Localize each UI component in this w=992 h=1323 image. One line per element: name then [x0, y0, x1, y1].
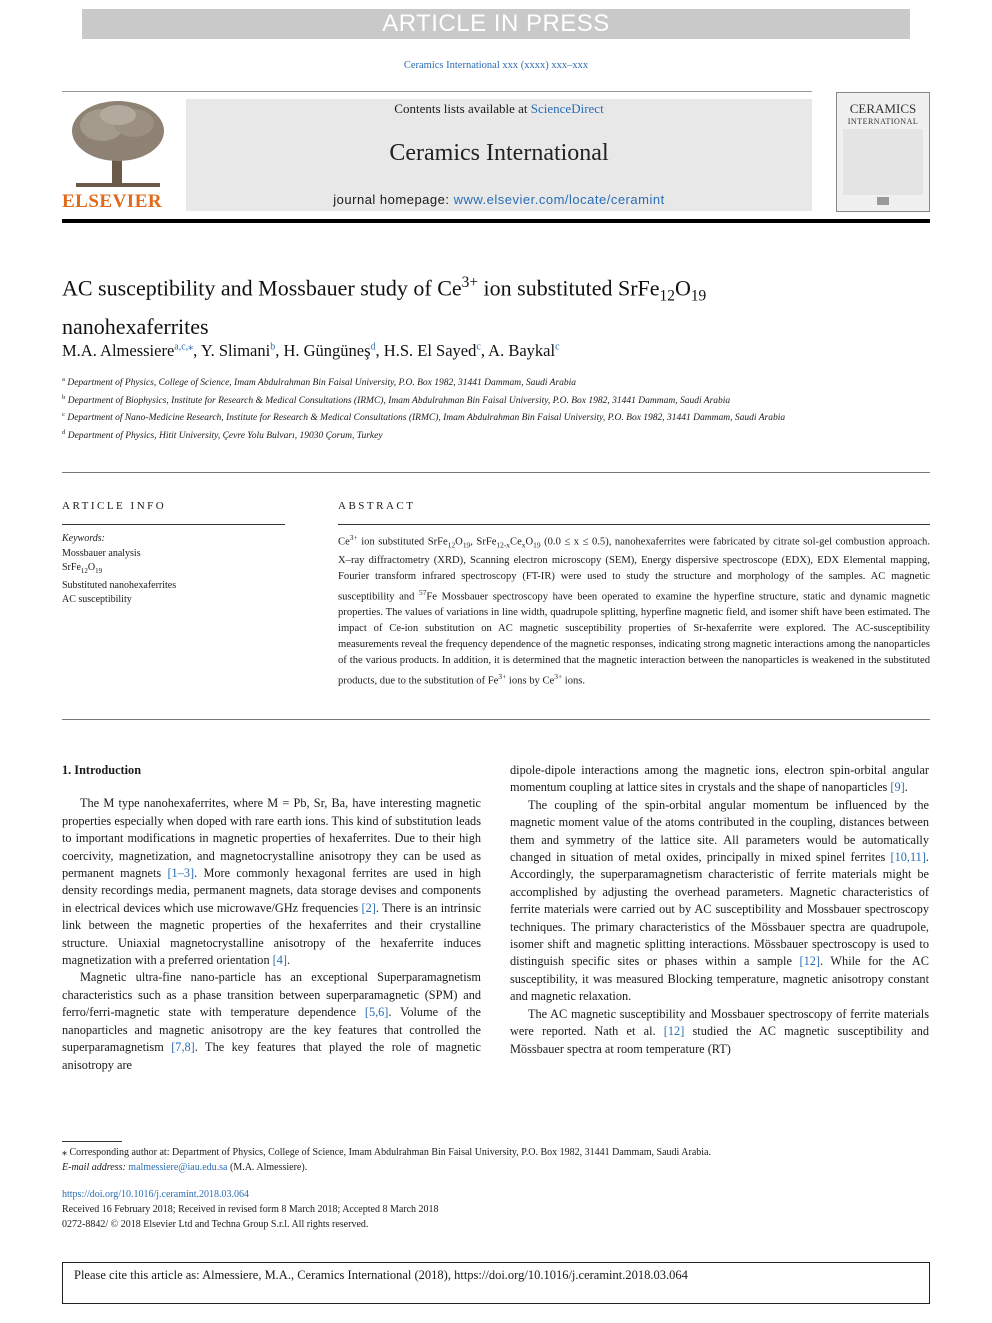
keyword: AC susceptibility	[62, 594, 132, 606]
homepage-line	[186, 192, 812, 207]
received-dates: Received 16 February 2018; Received in revised form 8 March 2018; Accepted 8 March 2018	[62, 1204, 439, 1216]
affiliation-item: $^d$ Department of Physics, Hitit University, Çevre Yolu Bulvarı, 19030 Çorum, Turkey	[62, 428, 383, 442]
keyword: $SrFe_{12}O_{19}$	[62, 562, 103, 576]
masthead-rule	[62, 91, 812, 92]
header-thick-rule	[62, 219, 930, 223]
body-column-left	[62, 762, 481, 1074]
title-text-4: nanohexaferrites	[62, 313, 209, 339]
homepage-link[interactable]: www.elsevier.com/locate/ceramint	[453, 192, 665, 207]
author[interactable]: Y. Slimani$^b$,	[200, 341, 284, 360]
title-text-2: ion substituted SrFe	[478, 275, 660, 301]
divider	[62, 524, 285, 525]
divider	[338, 524, 930, 525]
reference-link[interactable]: [10,11]	[890, 850, 926, 865]
author[interactable]: M.A. Almessiere$^{a,c,⁎}$,	[62, 341, 201, 360]
article-title	[62, 268, 922, 342]
paragraph: The M type nanohexaferrites, where M = Pb, Sr, Ba, have interesting magnetic properties especially when doped with rare earth ions. This kind of substitution leads to important modifications in magnetic properties of hexaferrites. Due to their high coercivity, magnetization, and magnetocrystalline anisotropy they can be used as permanent magnets [1–3]. More commonly hexagonal ferrites are used in high density recordings media, permanent magnets, data storage devises and components in electrical devices which use microwave/GHz frequencies [2]. There is an intrinsic link between the magnetic properties of the hexaferrites and their crystalline structure. Uniaxial magnetocrystalline anisotropy of the hexaferrite induces magnetization with a preferred orientation [4].	[62, 796, 481, 968]
reference-link[interactable]: [4]	[272, 953, 288, 968]
corresponding-author-footnote: ⁎ Corresponding author at: Department of Physics, College of Science, Imam Abdulrahman Bin Faisal University, P.O. Box 1982, 31441 Dammam, Saudi Arabia. E-mail address: malmessiere@iau.edu.sa (M.A. Almessiere).	[62, 1147, 711, 1173]
sciencedirect-link[interactable]: ScienceDirect	[530, 101, 604, 116]
keyword: Mossbauer analysis	[62, 547, 141, 559]
author-list	[62, 341, 922, 361]
reference-link[interactable]: [7,8]	[171, 1040, 195, 1055]
email-link[interactable]: malmessiere@iau.edu.sa	[128, 1162, 228, 1173]
reference-link[interactable]: [12]	[799, 954, 820, 969]
homepage-prefix: journal homepage:	[333, 192, 454, 207]
author[interactable]: H.S. El Sayed$^c$,	[383, 341, 489, 360]
affiliation-item: $^c$ Department of Nano-Medicine Research, Institute for Research & Medical Consultations (IRMC), Imam Abdulrahman Bin Faisal University, P.O. Box 1982, 31441 Dammam, Saudi Arabia	[62, 411, 786, 424]
paragraph: dipole-dipole interactions among the magnetic ions, electron spin-orbital angular momentum coupling at lattice sites in crystals and the shape of nanoparticles [9].	[510, 763, 929, 795]
doi-block	[62, 1187, 930, 1233]
affiliation-item: $^b$ Department of Biophysics, Institute for Research & Medical Consultations (IRMC), Imam Abdulrahman Bin Faisal University, P.O. Box 1982, 31441 Dammam, Saudi Arabia	[62, 393, 731, 406]
title-superscript: 3+	[461, 274, 479, 291]
paragraph: The coupling of the spin-orbital angular momentum be influenced by the magnetic moment value of the atoms contributed in the coupling, distances between them and symmetry of the lattice site. All parameters would be automatically changed in situation of metal oxides, principally in mixed spinel ferrites [10,11]. Accordingly, the superparamagnetism characteristic of ferrite materials might be accomplished by adjusting the overhead parameters. Magnetic characteristics of ferrite materials were carried out by AC susceptibility and Mossbauer spectroscopy techniques. The primary characteristics of the Mössbauer spectra are quadrupole, isomer shift and magnetic splitting interactions. Mössbauer spectroscopy is used to distinguish specific sites or phases within a sample [12]. While for the AC susceptibility, it was measured Blocking temperature, magnetic anisotropy constant and magnetic relaxation.	[510, 797, 929, 1004]
abstract-text: $Ce^{3+}$ ion substituted $SrFe_{12}O_{19}$, $SrFe_{12-x}Ce_xO_{19}$ (0.0 ≤ x ≤ 0.5), nanohexaferrites were fabricated by citrate sol-gel combustion approach. X–ray diffractometry (XRD), Scanning electron microscopy (SEM), Energy dispersive spectroscope (EDX), EDX Elemental mapping, Fourier transform infrared spectroscopy (FT-IR) were used to study the structure and morphology of the samples. AC magnetic susceptibility and $^{57}$Fe Mossbauer spectroscopy have been operated to examine the hyperfine structure, static and dynamic magnetic properties. The values of variations in line width, quadrupole splitting, hyperfine magnetic field, and isomer shift have been estimated. The impact of Ce-ion substitution on AC magnetic susceptibility properties of Sr-hexaferrite were explored. The AC-susceptibility measurements reveal the frequency dependence of the magnetic responses, indicating strong magnetic interactions among the nanoparticles of the various products. In addition, it is determined that the magnetic interaction between the nanoparticles is weakened in the substituted products, due to the substitution of $Fe^{3+}$ ions by $Ce^{3+}$ ions.	[338, 533, 931, 687]
reference-link[interactable]: [9]	[890, 780, 905, 795]
elsevier-wordmark: ELSEVIER	[62, 191, 163, 212]
divider	[62, 719, 930, 720]
divider	[62, 472, 930, 473]
paragraph: The AC magnetic susceptibility and Mossbauer spectroscopy of ferrite materials were reported. Nath et al. [12] studied the AC magnetic susceptibility and Mössbauer spectra at room temperature (RT)	[510, 1006, 930, 1056]
cover-subtitle: INTERNATIONAL	[847, 117, 919, 126]
journal-title: Ceramics International	[389, 140, 609, 166]
reference-link[interactable]: [12]	[663, 1024, 685, 1039]
cover-title: CERAMICS	[849, 101, 917, 116]
author[interactable]: A. Baykal$^c$	[488, 341, 560, 360]
journal-citation-link[interactable]: Ceramics International xxx (xxxx) xxx–xxx	[403, 60, 589, 71]
keyword: Substituted nanohexaferrites	[62, 579, 177, 591]
cite-text: Please cite this article as: Almessiere, M.A., Ceramics International (2018), https://doi.org/10.1016/j.ceramint.2018.03.064	[74, 1268, 688, 1282]
affiliations	[62, 373, 822, 444]
reference-link[interactable]: [2]	[361, 900, 376, 915]
contents-line	[186, 101, 812, 117]
author[interactable]: H. Güngüneş$^d$,	[283, 341, 384, 360]
paragraph: Magnetic ultra-fine nano-particle has an exceptional Superparamagnetism characteristics such as a phase transition between superparamagnetic (SPM) and ferro/ferri-magnetic state with temperature dependence [5,6]. Volume of the nanoparticles and magnetic anisotropy are the key features that controlled the superparamagnetism [7,8]. The key features that played the role of magnetic anisotropy are	[62, 970, 481, 1072]
doi-link[interactable]: https://doi.org/10.1016/j.ceramint.2018.03.064	[62, 1189, 250, 1200]
body-column-right	[510, 762, 929, 1058]
title-subscript-1: 12	[659, 287, 675, 305]
keywords-block	[62, 532, 285, 608]
footnote-rule	[62, 1141, 122, 1142]
copyright: 0272-8842/ © 2018 Elsevier Ltd and Techna Group S.r.l. All rights reserved.	[62, 1219, 369, 1231]
contents-prefix: Contents lists available at	[394, 101, 531, 116]
affiliation-item: $^a$ Department of Physics, College of Science, Imam Abdulrahman Bin Faisal University, P.O. Box 1982, 31441 Dammam, Saudi Arabia	[62, 376, 577, 389]
title-subscript-2: 19	[690, 287, 707, 305]
abstract-heading: ABSTRACT	[338, 500, 416, 512]
article-info-heading: ARTICLE INFO	[62, 500, 167, 512]
section-heading: 1. Introduction	[62, 763, 142, 777]
keywords-label: Keywords:	[62, 533, 105, 544]
reference-link[interactable]: [5,6]	[364, 1005, 389, 1020]
article-in-press-banner: ARTICLE IN PRESS	[82, 9, 910, 39]
title-text-3: O	[674, 275, 691, 301]
title-text-1: AC susceptibility and Mossbauer study of Ce	[62, 275, 462, 301]
reference-link[interactable]: [1–3]	[167, 866, 195, 881]
